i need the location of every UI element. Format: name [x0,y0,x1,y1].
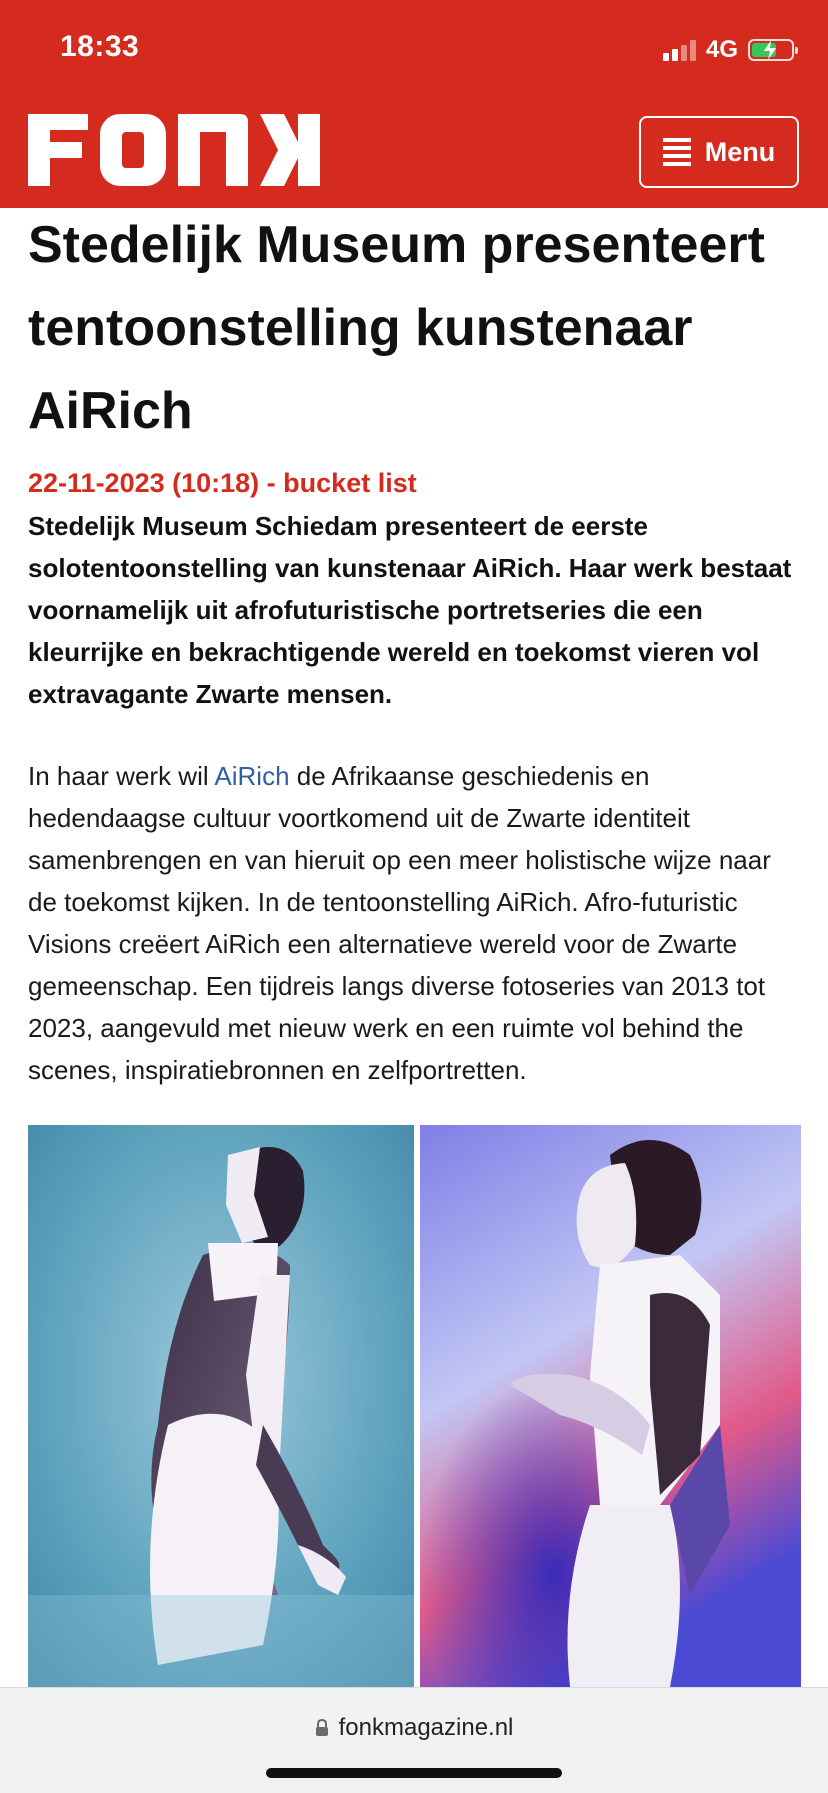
status-time: 18:33 [60,30,140,63]
network-label: 4G [705,36,738,63]
menu-label: Menu [704,136,776,167]
artwork-photo-right[interactable] [420,1125,801,1687]
status-indicators [663,36,794,64]
fonk-logo[interactable] [28,114,320,186]
airich-link[interactable]: AiRich [214,761,290,791]
lock-icon [315,1719,329,1737]
hamburger-icon [663,138,691,166]
browser-address-bar[interactable] [0,1687,828,1793]
home-indicator[interactable] [266,1768,562,1778]
battery-icon [748,39,794,61]
body-text-end: de Afrikaanse geschiedenis en hedendaagse cultuur voortkomend uit de Zwarte identiteit samenbrengen en van hieruit op een meer holistische wijze naar de toekomst kijken. In de tentoonstelling AiRich. Afro-futuristic Visions creëert AiRich een alternatieve wereld voor de Zwarte gemeenschap. Een tijdreis langs diverse fotoseries van 2013 tot 2023, aangevuld met nieuw werk en een ruimte vol behind the scenes, inspiratiebronnen en zelfportretten. [28,761,771,1085]
body-text-start: In haar werk wil [28,761,215,791]
url-text: fonkmagazine.nl [338,1714,514,1741]
article-image-gallery [28,1125,801,1687]
article-category-link[interactable]: bucket list [283,468,417,498]
artwork-photo-left[interactable] [28,1125,414,1687]
menu-button[interactable] [639,116,799,188]
article-meta [28,465,800,501]
article-body [28,755,800,1091]
article-title: Stedelijk Museum presenteert tentoonstelling kunstenaar AiRich [28,216,765,440]
url-display[interactable] [0,1714,828,1742]
article-lead: Stedelijk Museum Schiedam presenteert de eerste solotentoonstelling van kunstenaar AiRich. Haar werk bestaat voornamelijk uit afrofuturistische portretseries die een kleurrijke en bekrachtigende wereld en toekomst vieren vol extravagante Zwarte mensen. [28,511,792,709]
site-header [0,0,828,208]
article-date: 22-11-2023 (10:18) [28,468,260,498]
meta-separator: - [259,468,284,498]
signal-icon [663,39,696,61]
article [28,204,800,1091]
